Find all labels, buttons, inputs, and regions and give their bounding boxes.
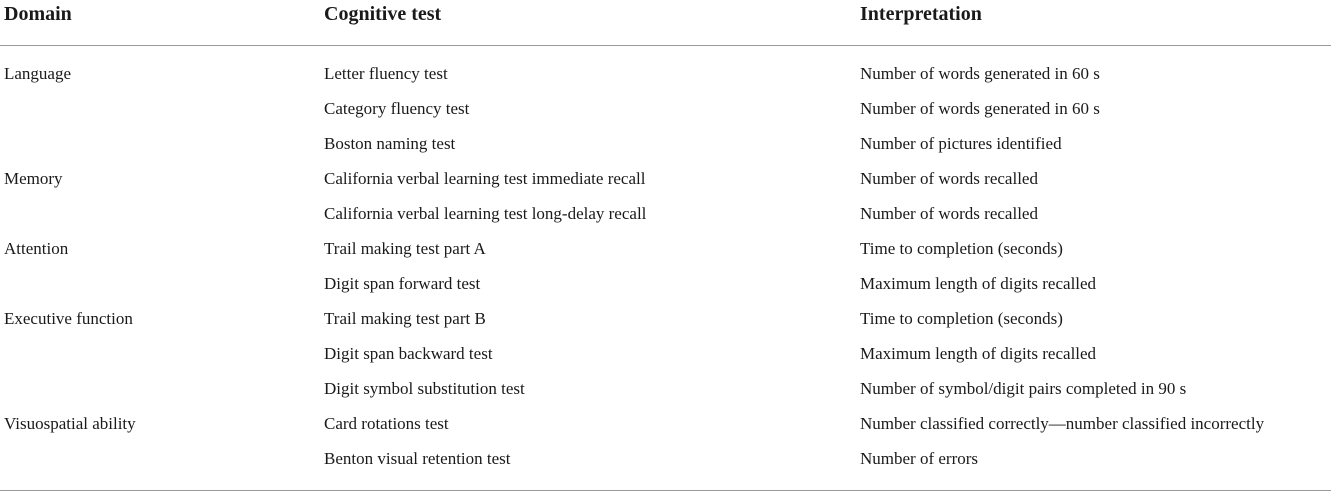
- cell-interpretation: Maximum length of digits recalled: [860, 274, 1097, 293]
- cell-interpretation: Number of pictures identified: [860, 134, 1062, 153]
- cell-domain: Attention: [4, 239, 69, 258]
- cell-domain: Memory: [4, 169, 63, 188]
- cell-cognitive-test: Digit span forward test: [324, 274, 481, 293]
- bottom-rule: [0, 490, 1331, 491]
- cell-cognitive-test: Card rotations test: [324, 414, 449, 433]
- cell-cognitive-test: Boston naming test: [324, 134, 456, 153]
- cell-cognitive-test: Digit symbol substitution test: [324, 379, 525, 398]
- cell-cognitive-test: Letter fluency test: [324, 64, 448, 83]
- cell-domain: Language: [4, 64, 72, 83]
- cell-interpretation: Number of errors: [860, 449, 979, 468]
- cell-cognitive-test: Benton visual retention test: [324, 449, 511, 468]
- cell-cognitive-test: Digit span backward test: [324, 344, 493, 363]
- header-cognitive-test: Cognitive test: [324, 3, 442, 25]
- table-header: [0, 0, 1331, 46]
- cell-cognitive-test: Category fluency test: [324, 99, 470, 118]
- cell-cognitive-test: California verbal learning test long-delay recall: [324, 204, 647, 223]
- cell-interpretation: Number of words generated in 60 s: [860, 99, 1100, 118]
- cell-cognitive-test: California verbal learning test immediate recall: [324, 169, 646, 188]
- cell-interpretation: Number classified correctly—number classified incorrectly: [860, 414, 1265, 433]
- cell-domain: Executive function: [4, 309, 133, 328]
- header-domain: Domain: [4, 3, 72, 25]
- cell-cognitive-test: Trail making test part A: [324, 239, 486, 258]
- cell-interpretation: Number of words recalled: [860, 204, 1038, 223]
- cell-cognitive-test: Trail making test part B: [324, 309, 486, 328]
- cell-domain: Visuospatial ability: [4, 414, 136, 433]
- cell-interpretation: Number of words recalled: [860, 169, 1038, 188]
- header-interpretation: Interpretation: [860, 3, 982, 25]
- header-rule: [0, 45, 1331, 46]
- cell-interpretation: Number of words generated in 60 s: [860, 64, 1100, 83]
- cell-interpretation: Time to completion (seconds): [860, 309, 1063, 328]
- cell-interpretation: Time to completion (seconds): [860, 239, 1063, 258]
- cell-interpretation: Maximum length of digits recalled: [860, 344, 1097, 363]
- cell-interpretation: Number of symbol/digit pairs completed in 90 s: [860, 379, 1187, 398]
